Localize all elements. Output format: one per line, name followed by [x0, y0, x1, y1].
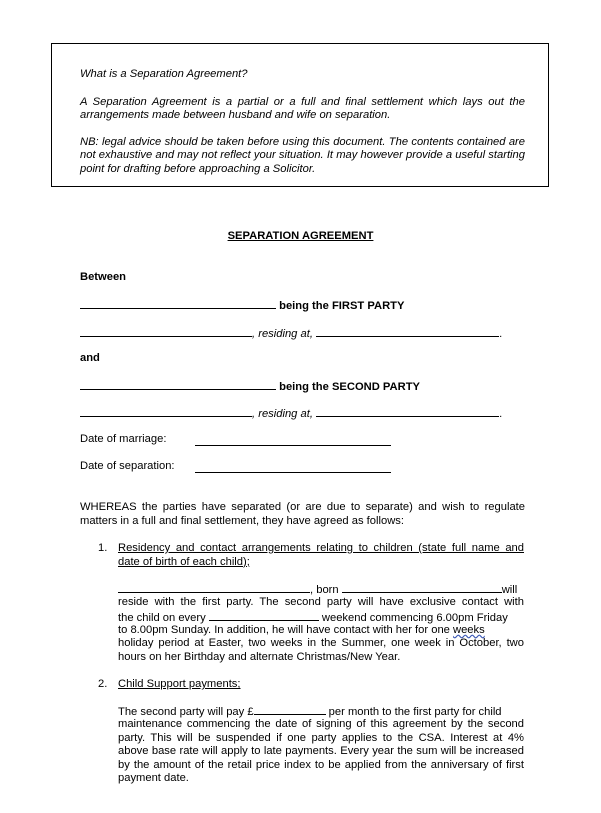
child-name-blank[interactable]	[118, 582, 310, 593]
second-party-label: being the SECOND PARTY	[279, 381, 420, 393]
notice-definition: A Separation Agreement is a partial or a full and final settlement which lays out the arrangements made between husband and wife on separation.	[80, 96, 525, 122]
period: .	[499, 328, 503, 340]
document-title: SEPARATION AGREEMENT	[227, 230, 374, 242]
first-party-detail-blank[interactable]	[80, 326, 252, 337]
residing-label: , residing at,	[252, 328, 313, 340]
date-of-separation-blank[interactable]	[195, 462, 391, 473]
clause-number: 2.	[98, 678, 108, 690]
date-of-separation-label: Date of separation:	[80, 460, 175, 472]
clause-text-line: holiday period at Easter, two weeks in the Summer, one week in October, two	[118, 637, 524, 649]
clause-text: the child on every	[118, 612, 206, 624]
weekend-blank[interactable]	[209, 610, 319, 621]
payment-amount-blank[interactable]	[254, 704, 326, 715]
notice-heading: What is a Separation Agreement?	[80, 68, 248, 80]
second-party-row	[80, 379, 420, 393]
first-party-address-blank[interactable]	[316, 326, 499, 337]
spellcheck-word: weeks	[453, 624, 485, 636]
second-party-address-blank[interactable]	[316, 406, 499, 417]
clause-text: per month to the first party for child	[328, 706, 502, 718]
notice-nb: NB: legal advice should be taken before using this document. The contents contained are not exhaustive and may not reflect your situation. It may however provide a useful starting point for drafting before approaching a Solicitor.	[80, 136, 525, 175]
clause-text: to 8.00pm Sunday. In addition, he will have contact with her for one	[118, 624, 450, 636]
clause-text-paragraph: maintenance commencing the date of signing of this agreement by the second party. This will be suspended if one party applies to the CSA. Interest at 4% above base rate will apply to late payments. Every year the sum will be increased by the amount of the retail price index to be applied from the anniversary of first payment date.	[118, 718, 524, 785]
clause-heading: Child Support payments;	[118, 678, 241, 690]
date-of-marriage-label: Date of marriage:	[80, 433, 167, 445]
disclaimer-box	[51, 43, 549, 187]
and-label: and	[80, 352, 100, 364]
will-label: will	[501, 584, 518, 596]
clause-text: weekend commencing 6.00pm Friday	[321, 612, 508, 624]
child-dob-blank[interactable]	[342, 582, 502, 593]
date-of-marriage-blank[interactable]	[195, 435, 391, 446]
first-party-address-row	[80, 326, 502, 340]
first-party-label: being the FIRST PARTY	[279, 300, 405, 312]
second-party-name-blank[interactable]	[80, 379, 276, 390]
clause-text: The second party will pay £	[118, 706, 254, 718]
clause-text-line	[118, 624, 524, 638]
whereas-paragraph: WHEREAS the parties have separated (or are due to separate) and wish to regulate matters in a full and final settlement, they have agreed as follows:	[80, 501, 525, 527]
clause-text-line: reside with the first party. The second party will have exclusive contact with	[118, 596, 524, 608]
clause-heading: Residency and contact arrangements relating to children (state full name and date of birth of each child);	[118, 542, 524, 568]
residing-label: , residing at,	[252, 408, 313, 420]
second-party-detail-blank[interactable]	[80, 406, 252, 417]
clause-number: 1.	[98, 542, 108, 554]
period: .	[499, 408, 503, 420]
born-label: , born	[310, 584, 339, 596]
between-label: Between	[80, 271, 127, 283]
second-party-address-row	[80, 406, 502, 420]
first-party-row	[80, 298, 404, 312]
first-party-name-blank[interactable]	[80, 298, 276, 309]
clause-text-line: hours on her Birthday and alternate Christmas/New Year.	[118, 651, 401, 663]
